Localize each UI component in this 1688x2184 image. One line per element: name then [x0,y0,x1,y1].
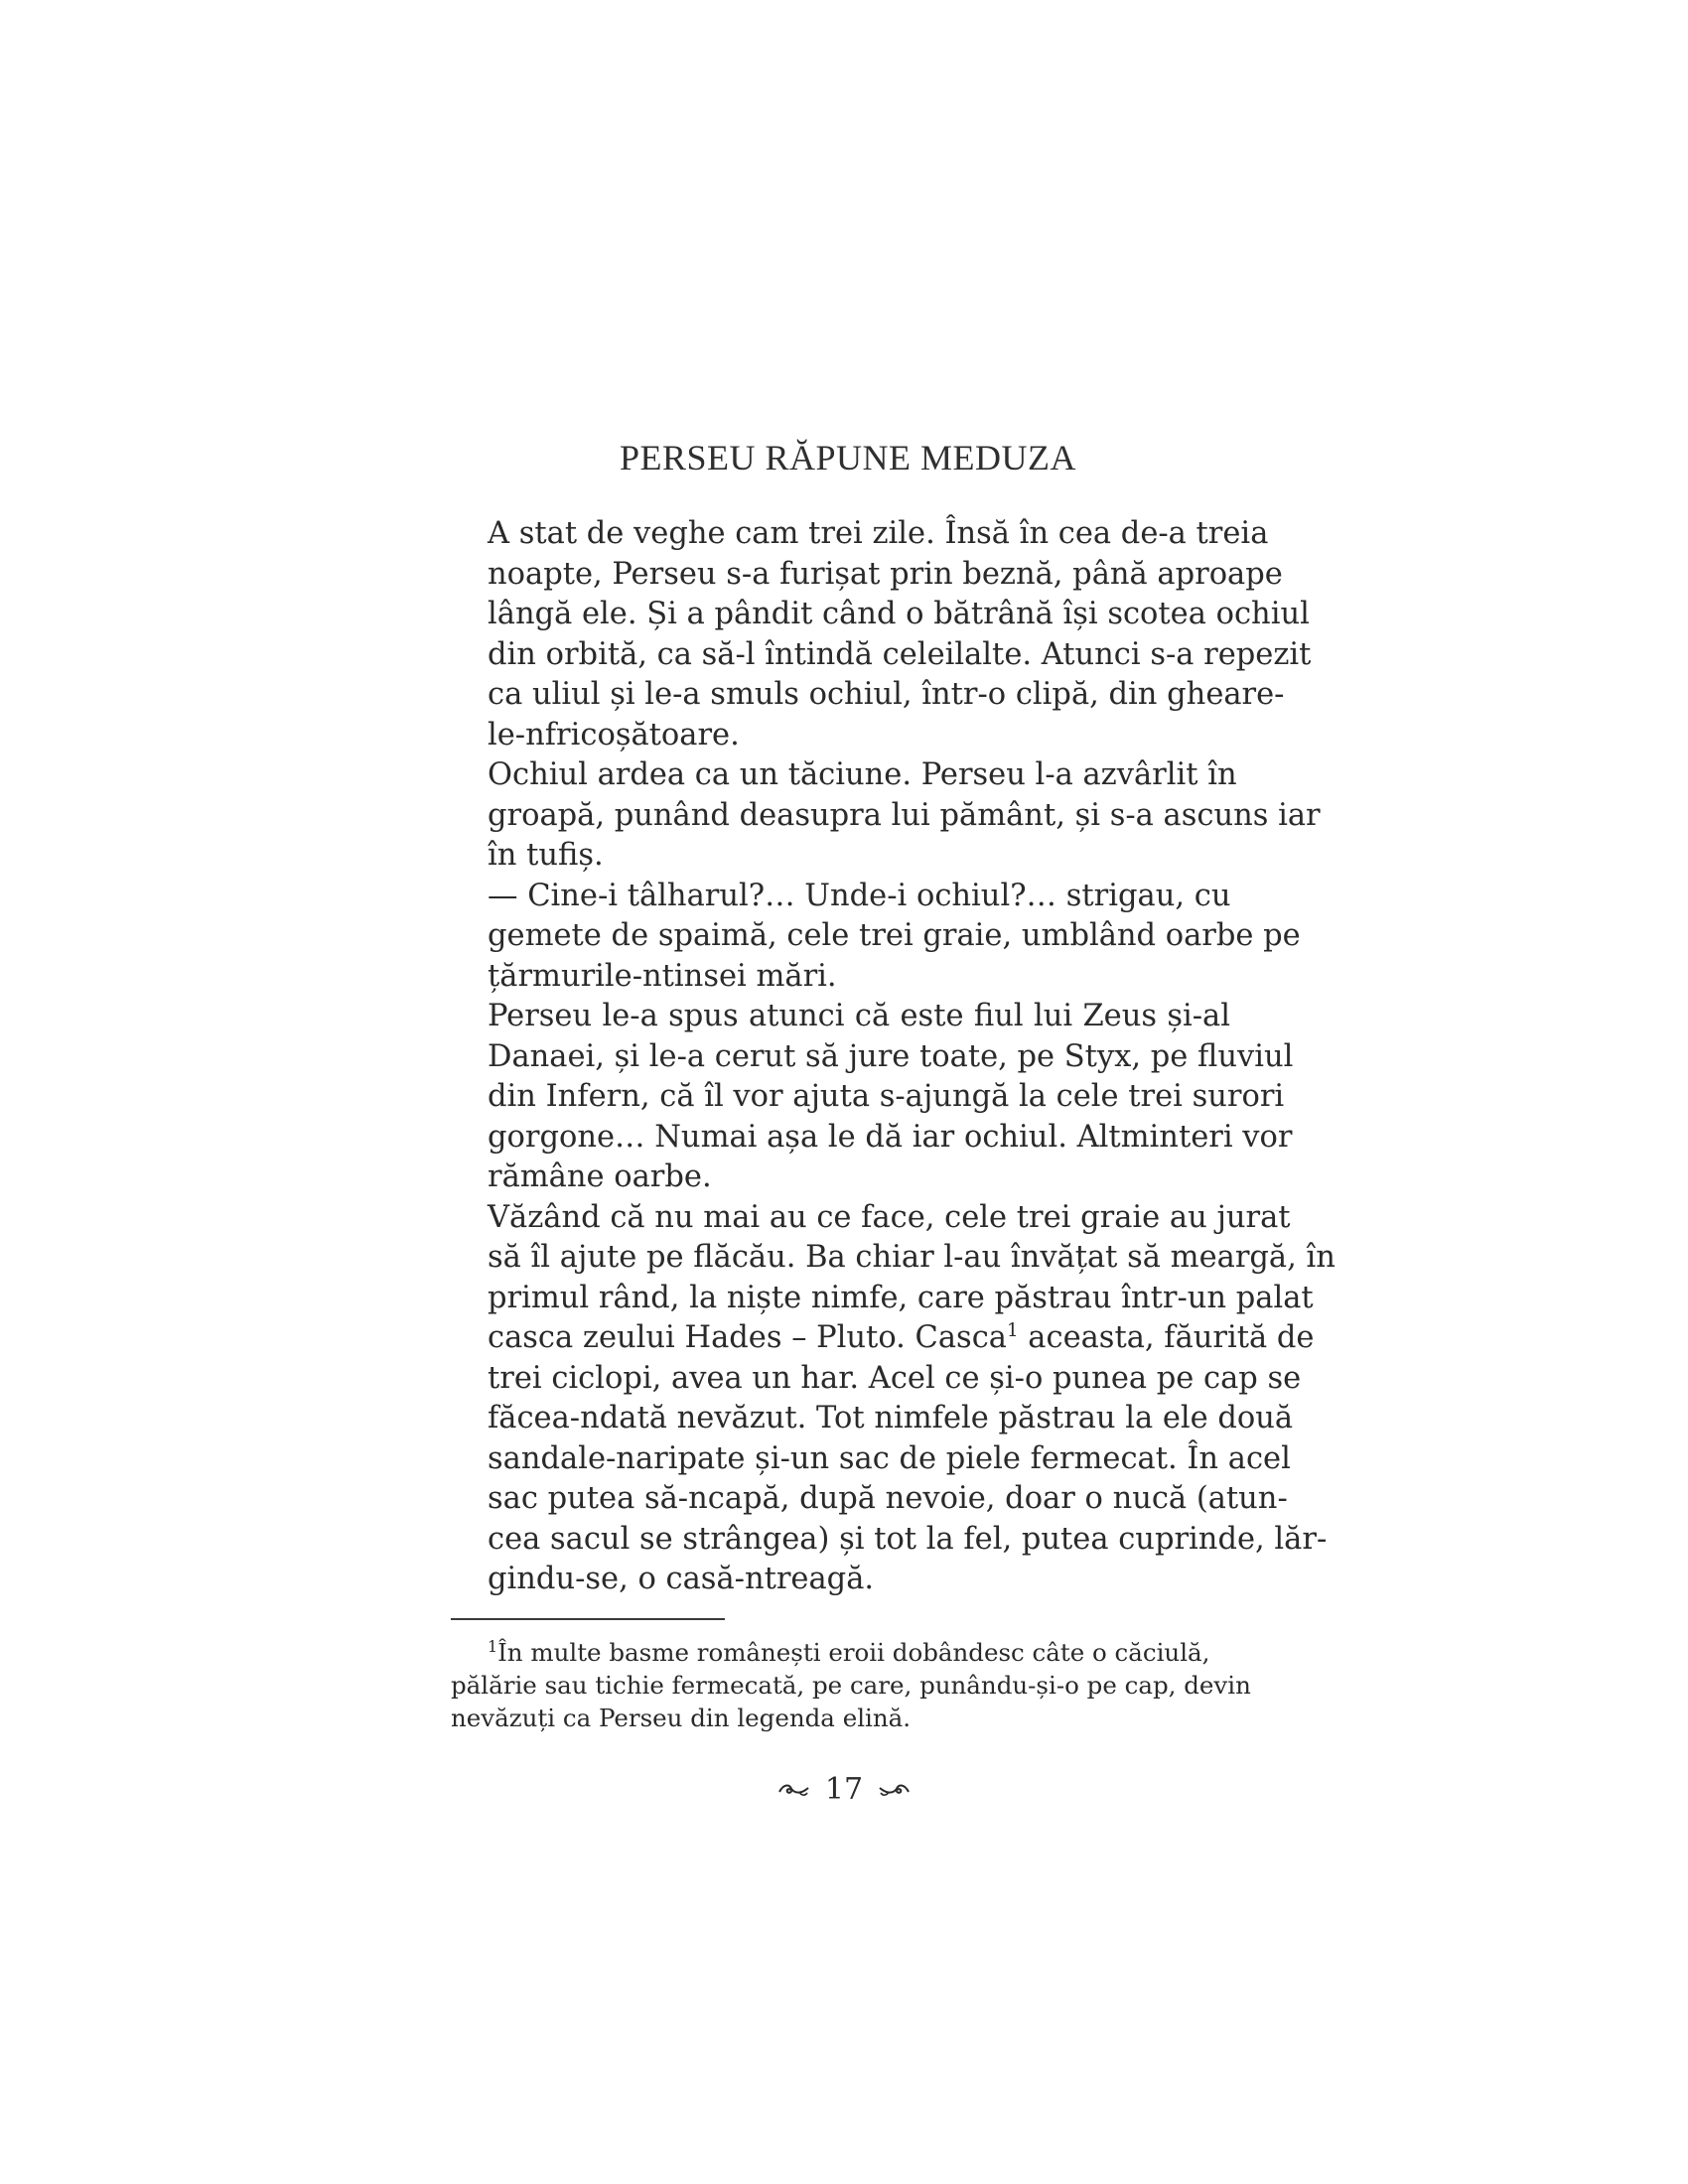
footnote-line [451,1636,1230,1669]
text-line: lângă ele. Și a pândit când o bătrână își scotea ochiul [488,597,1310,631]
text-line: le-nfricoșătoare. [488,717,740,752]
text-line: Perseu le-a spus atunci că este fiul lui Zeus și-al [488,999,1230,1033]
paragraph-2 [451,755,1321,877]
text-line: primul rând, la niște nimfe, care păstrau într-un palat [488,1280,1314,1315]
fleuron-right-icon [877,1778,911,1800]
text-line: în tufiș. [488,838,604,873]
text-line: ca uliul și le-a smuls ochiul, într-o clipă, din gheare- [488,677,1285,712]
footnote-line: nevăzuți ca Perseu din legenda elină. [451,1704,912,1732]
text-line: țărmurile-ntinsei mări. [488,958,837,994]
chapter-title: PERSEU RĂPUNE MEDUZA [619,438,1077,478]
text-line: să îl ajute pe flăcău. Ba chiar l-au învățat să meargă, în [488,1240,1336,1275]
paragraph-4 [451,997,1294,1198]
body-text [451,514,1336,1600]
fleuron-left-icon [777,1778,811,1800]
text-line: din Infern, că îl vor ajuta s-ajungă la cele trei surori [488,1079,1285,1114]
paragraph-1 [451,514,1312,755]
text-fragment: aceasta, făurită de [1018,1320,1315,1355]
text-line: rămâne oarbe. [488,1160,712,1194]
footnote-mark: 1 [488,1636,498,1656]
text-line: gemete de spaimă, cele trei graie, umblând oarbe pe [488,918,1301,953]
text-line: făcea-ndată nevăzut. Tot nimfele păstrau la ele două [488,1401,1294,1435]
text-line: din orbită, ca să-l întindă celeilalte. Atunci s-a repezit [488,636,1312,672]
text-line: Danaei, și le-a cerut să jure toate, pe Styx, pe fluviul [488,1038,1294,1074]
text-line: groapă, punând deasupra lui pământ, și s-a ascuns iar [488,797,1321,833]
text-line: gorgone… Numai așa le dă iar ochiul. Altminteri vor [488,1119,1293,1155]
text-line: Văzând că nu mai au ce face, cele trei graie au jurat [488,1199,1291,1235]
text-line: cea sacul se strângea) și tot la fel, putea cuprinde, lăr- [488,1521,1328,1557]
text-line: sac putea să-ncapă, după nevoie, doar o nucă (atun- [488,1481,1288,1516]
text-fragment: casca zeului Hades – Pluto. Casca [488,1320,1007,1355]
text-line: A stat de veghe cam trei zile. Însă în cea de-a treia [488,516,1269,551]
text-line: sandale-naripate și-un sac de piele fermecat. În acel [488,1440,1291,1476]
page-number: 17 [824,1771,864,1807]
footnote-line: pălărie sau tichie fermecată, pe care, punându-și-o pe cap, devin [451,1671,1251,1700]
text-line: noapte, Perseu s-a furișat prin beznă, până aproape [488,556,1283,592]
footnote [451,1636,1251,1734]
paragraph-3 [451,877,1301,998]
text-line: trei ciclopi, avea un har. Acel ce și-o punea pe cap se [488,1360,1302,1396]
footnote-text: În multe basme românești eroii dobândesc câte o căciulă, [497,1638,1210,1667]
text-line: Ochiul ardea ca un tăciune. Perseu l-a azvârlit în [488,757,1237,792]
paragraph-5 [451,1198,1336,1600]
text-line-with-footnote [451,1318,1315,1359]
footnote-divider [451,1618,725,1620]
footnote-reference: 1 [1006,1319,1019,1341]
text-line: gindu-se, o casă-ntreagă. [488,1562,875,1596]
text-line: — Cine-i tâlharul?… Unde-i ochiul?… strigau, cu [488,878,1231,913]
page-footer [745,1767,943,1811]
